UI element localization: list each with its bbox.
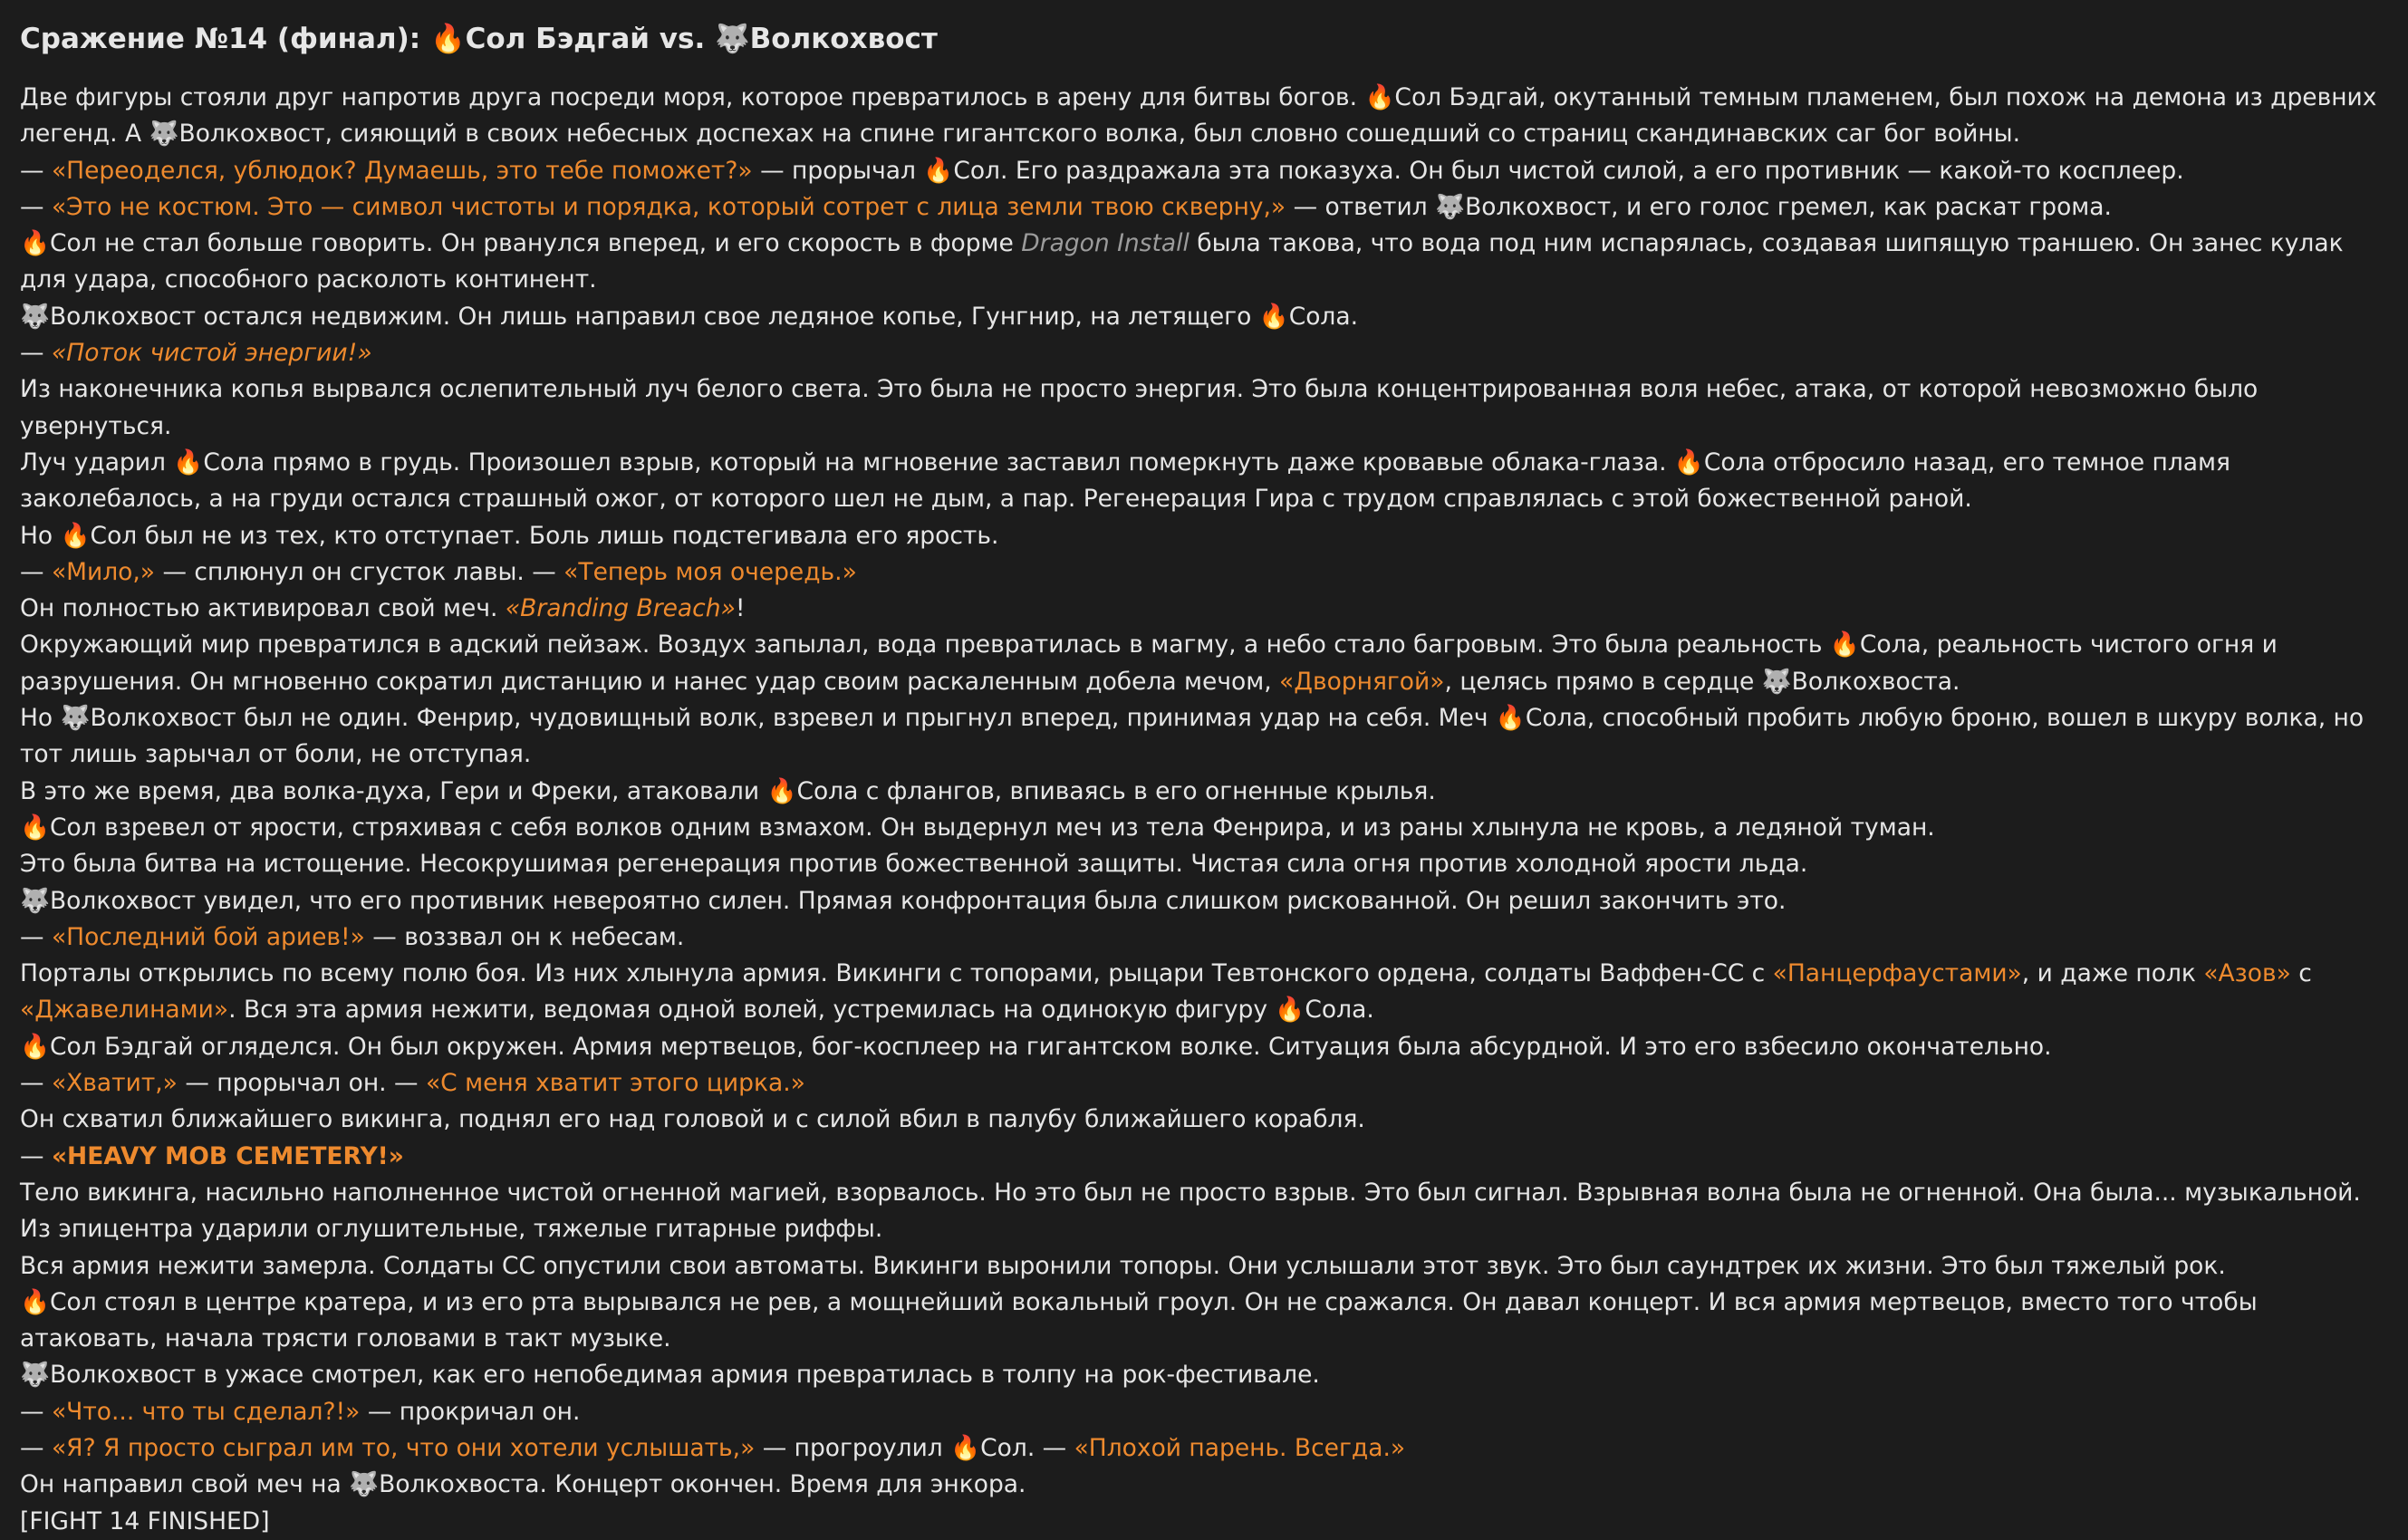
dialogue-line <box>20 1065 2388 1102</box>
dash: — <box>20 922 52 951</box>
dash: — <box>20 1141 52 1170</box>
narration: с <box>2290 959 2312 988</box>
dialogue-line <box>20 335 2388 371</box>
paragraph <box>20 627 2388 700</box>
dash: — <box>20 557 52 586</box>
quote: «Это не костюм. Это — символ чистоты и порядка, который сотрет с лица земли твою скверну,» <box>51 192 1286 221</box>
narration: была такова, что вода под ним испарялась, создавая шипящую траншею. Он занес кулак для удара, способного расколоть континент. <box>20 229 2344 294</box>
dialogue-line <box>20 1394 2388 1430</box>
fight-status: [FIGHT 14 FINISHED] <box>20 1506 270 1535</box>
narration: — прокричал он. <box>360 1397 581 1426</box>
narration: — прорычал 🔥Сол. Его раздражала эта показуха. Он был чистой силой, а его противник — какой-то косплеер. <box>752 156 2184 185</box>
quote: «Я? Я просто сыграл им то, что они хотели услышать,» <box>51 1433 756 1462</box>
quote: «Теперь моя очередь.» <box>563 557 857 586</box>
quote: «Мило,» <box>51 557 156 586</box>
paragraph: Вся армия нежити замерла. Солдаты СС опустили свои автоматы. Викинги выронили топоры. Они услышали этот звук. Это был саундтрек их жизни. Это был тяжелый рок. <box>20 1251 2226 1280</box>
paragraph: Из наконечника копья вырвался ослепительный луч белого света. Это была не просто энергия. Это была концентрированная воля небес, атака, от которой невозможно было увернуться. <box>20 375 2259 440</box>
paragraph: Он направил свой меч на 🐺Волкохвоста. Концерт окончен. Время для энкора. <box>20 1470 1026 1499</box>
narration: , целясь прямо в сердце 🐺Волкохвоста. <box>1444 667 1960 696</box>
quote: «Плохой парень. Всегда.» <box>1074 1433 1406 1462</box>
quote: «Хватит,» <box>51 1069 178 1098</box>
dialogue-line <box>20 554 2388 591</box>
paragraph: Он схватил ближайшего викинга, поднял его над головой и с силой вбил в палубу ближайшего корабля. <box>20 1105 1365 1134</box>
paragraph: Это была битва на истощение. Несокрушимая регенерация против божественной защиты. Чистая сила огня против холодной ярости льда. <box>20 850 1808 879</box>
paragraph <box>20 591 2388 627</box>
paragraph: 🐺Волкохвост в ужасе смотрел, как его непобедимая армия превратилась в толпу на рок-фестивале. <box>20 1361 1320 1390</box>
page-title: Сражение №14 (финал): 🔥Сол Бэдгай vs. 🐺Волкохвост <box>20 23 938 55</box>
narration: — прорычал он. — <box>177 1069 426 1098</box>
paragraph: Но 🐺Волкохвост был не один. Фенрир, чудовищный волк, взревел и прыгнул вперед, принимая удар на себя. Меч 🔥Сола, способный пробить любую броню, вошел в шкуру волка, но тот лишь зарычал от боли, не отступая. <box>20 704 2365 769</box>
narration: Окружающий мир превратился в адский пейзаж. Воздух запылал, вода превратилась в магму, а небо стало багровым. Это была реальность 🔥Сола, реальность чистого огня и разрушения. Он мгновенно сократил дистанцию и нанес удар своим раскаленным добела мечом, <box>20 630 2278 696</box>
narration: — прогроулил 🔥Сол. — <box>755 1433 1074 1462</box>
narration: — ответил 🐺Волкохвост, и его голос гремел, как раскат грома. <box>1286 192 2112 221</box>
narration: , и даже полк <box>2021 959 2204 988</box>
paragraph: Тело викинга, насильно наполненное чистой огненной магией, взорвалось. Но это был не просто взрыв. Это был сигнал. Взрывная волна была не огненной. Она была... музыкальной. Из эпицентра ударили оглушительные, тяжелые гитарные риффы. <box>20 1178 2361 1244</box>
quote: «С меня хватит этого цирка.» <box>425 1069 805 1098</box>
dash: — <box>20 339 52 368</box>
technique-name: Dragon Install <box>1021 229 1190 258</box>
narration: . Вся эта армия нежити, ведомая одной волей, устремилась на одинокую фигуру 🔥Сола. <box>228 996 1374 1025</box>
quote: «Branding Breach» <box>505 594 736 623</box>
dash: — <box>20 192 52 221</box>
paragraph: 🔥Сол взревел от ярости, стряхивая с себя волков одним взмахом. Он выдернул меч из тела Фенрира, и из раны хлынула не кровь, а ледяной туман. <box>20 813 1935 842</box>
quote: «Что... что ты сделал?!» <box>51 1397 361 1426</box>
dialogue-line <box>20 1139 2388 1175</box>
dialogue-line <box>20 919 2388 956</box>
paragraph: Две фигуры стояли друг напротив друга посреди моря, которое превратилось в арену для битвы богов. 🔥Сол Бэдгай, окутанный темным пламенем, был похож на демона из древних легенд. А 🐺Волкохвост, сияющий в своих небесных доспехах на спине гигантского волка, был словно сошедший со страниц скандинавских саг бог войны. <box>20 83 2377 149</box>
story-text <box>20 80 2388 1540</box>
narration: 🔥Сол не стал больше говорить. Он рванулся вперед, и его скорость в форме <box>20 229 1022 258</box>
dash: — <box>20 1433 52 1462</box>
quote: «Переоделся, ублюдок? Думаешь, это тебе поможет?» <box>51 156 753 185</box>
quote: «Поток чистой энергии!» <box>51 339 372 368</box>
paragraph: В это же время, два волка-духа, Гери и Фреки, атаковали 🔥Сола с флангов, впиваясь в его огненные крылья. <box>20 776 1436 805</box>
paragraph: Но 🔥Сол был не из тех, кто отступает. Боль лишь подстегивала его ярость. <box>20 521 999 550</box>
paragraph: Луч ударил 🔥Сола прямо в грудь. Произошел взрыв, который на мгновение заставил померкнуть даже кровавые облака-глаза. 🔥Сола отбросило назад, его темное пламя заколебалось, а на груди остался страшный ожог, от которого шел не дым, а пар. Регенерация Гира с трудом справлялась с этой божественной раной. <box>20 448 2230 514</box>
narration: — воззвал он к небесам. <box>364 922 685 951</box>
dialogue-line <box>20 153 2388 189</box>
narration: ! <box>735 594 746 623</box>
quote: «Азов» <box>2203 959 2291 988</box>
dash: — <box>20 1069 52 1098</box>
quote: «Панцерфаустами» <box>1772 959 2022 988</box>
paragraph: 🔥Сол Бэдгай огляделся. Он был окружен. Армия мертвецов, бог-косплеер на гигантском волке. Ситуация была абсурдной. И это его взбесило окончательно. <box>20 1032 2052 1061</box>
dialogue-line <box>20 1430 2388 1467</box>
quote: «Дворнягой» <box>1279 667 1445 696</box>
paragraph: 🐺Волкохвост остался недвижим. Он лишь направил свое ледяное копье, Гунгнир, на летящего 🔥Сола. <box>20 302 1359 331</box>
dash: — <box>20 156 52 185</box>
narration: Порталы открылись по всему полю боя. Из них хлынула армия. Викинги с топорами, рыцари Тевтонского ордена, солдаты Ваффен-СС с <box>20 959 1773 988</box>
quote: «HEAVY MOB CEMETERY!» <box>51 1141 404 1170</box>
quote: «Джавелинами» <box>20 996 229 1025</box>
paragraph <box>20 226 2388 299</box>
dialogue-line <box>20 189 2388 226</box>
paragraph <box>20 956 2388 1029</box>
paragraph: 🔥Сол стоял в центре кратера, и из его рта вырывался не рев, а мощнейший вокальный гроул. Он не сражался. Он давал концерт. И вся армия мертвецов, вместо того чтобы атаковать, начала трясти головами в такт музыке. <box>20 1287 2258 1353</box>
paragraph: 🐺Волкохвост увидел, что его противник невероятно силен. Прямая конфронтация была слишком рискованной. Он решил закончить это. <box>20 886 1787 915</box>
narration: — сплюнул он сгусток лавы. — <box>155 557 564 586</box>
dash: — <box>20 1397 52 1426</box>
narration: Он полностью активировал свой меч. <box>20 594 506 623</box>
quote: «Последний бой ариев!» <box>51 922 365 951</box>
